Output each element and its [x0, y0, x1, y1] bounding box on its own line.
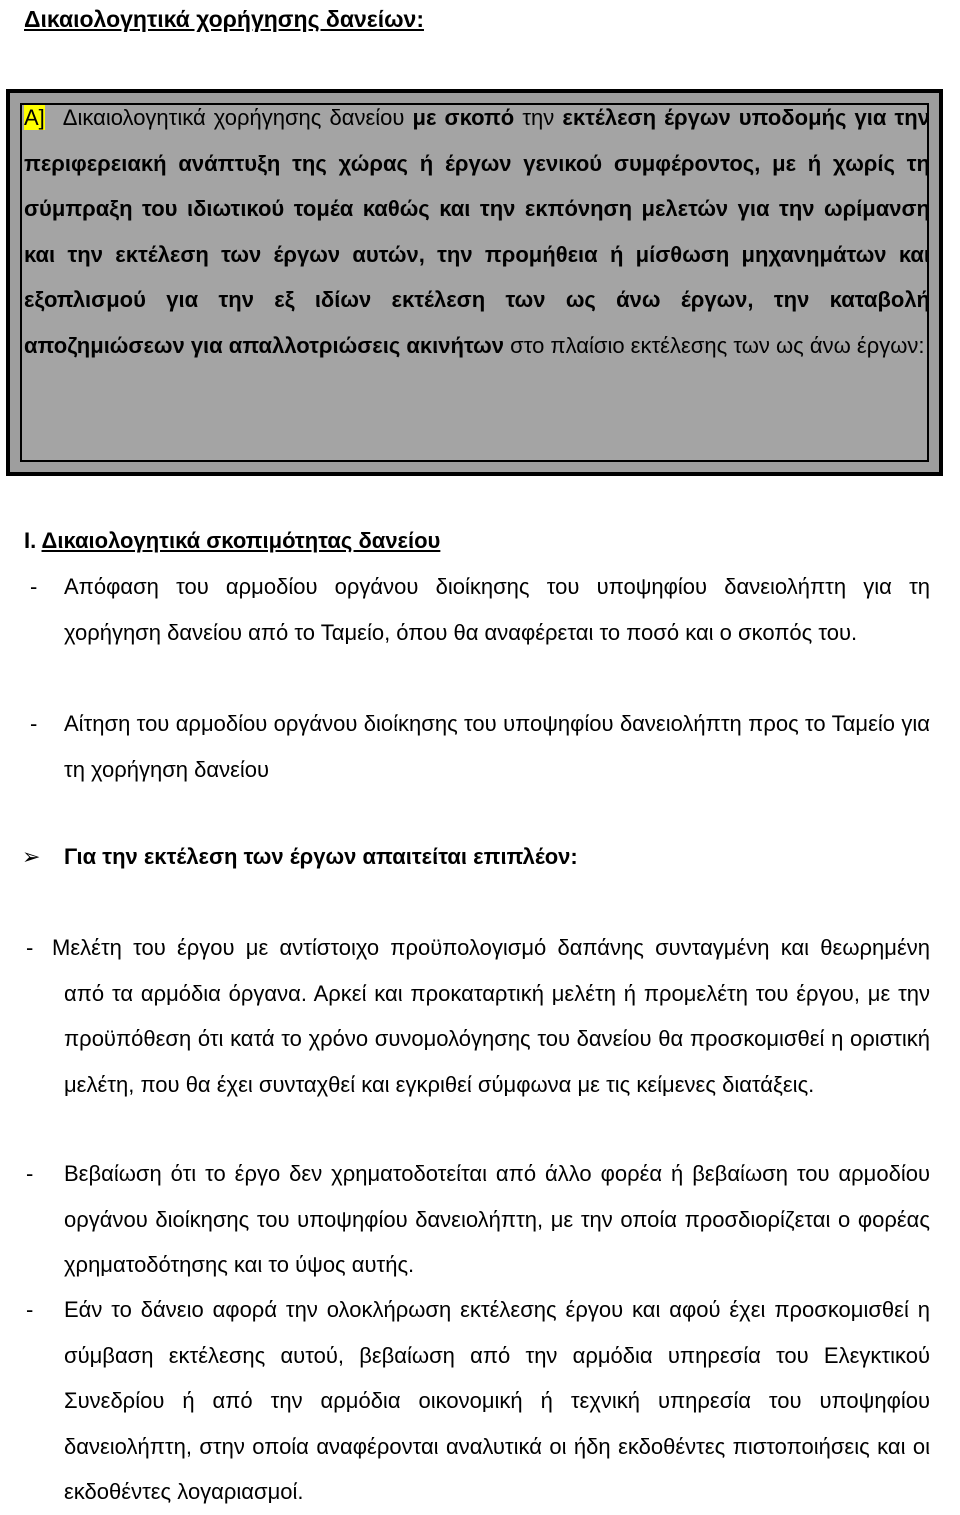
list-dash: - — [26, 1297, 34, 1322]
section-1-title: Δικαιολογητικά σκοπιμότητας δανείου — [41, 528, 441, 553]
arrow-bullet-icon: ➢ — [22, 844, 41, 869]
list-dash: - — [26, 1161, 34, 1186]
list-item: Απόφαση του αρμοδίου οργάνου διοίκησης του υποψηφίου δανειολήπτη για τη χορήγηση δανείου από το Ταμείο, όπου θα αναφέρεται το ποσό και ο σκοπός του. — [64, 574, 930, 645]
section-1-heading — [24, 526, 440, 556]
list-dash: - — [30, 711, 38, 736]
section-label-a: Α] — [24, 105, 45, 130]
section-1-number: Ι. — [24, 528, 42, 553]
list-item: Εάν το δάνειο αφορά την ολοκλήρωση εκτέλεσης έργου και αφού έχει προσκομισθεί η σύμβαση εκτέλεσης αυτού, βεβαίωση από την αρμόδια υπηρεσία του Ελεγκτικού Συνεδρίου ή από την αρμόδια οικονομική ή τεχνική υπηρεσία του υποψηφίου δανειολήπτη, στην οποία αναφέρονται αναλυτικά οι ήδη εκδοθέντες πιστοποιήσεις και οι εκδοθέντες λογαριασμοί. — [64, 1297, 930, 1504]
list-item: Βεβαίωση ότι το έργο δεν χρηματοδοτείται από άλλο φορέα ή βεβαίωση του αρμοδίου οργάνου διοίκησης του υποψηφίου δανειολήπτη, με την οποία προσδιορίζεται ο φορέας χρηματοδότησης και το ύψος αυτής. — [64, 1161, 930, 1277]
box-text-3: στο πλαίσιο εκτέλεσης των ως άνω έργων: — [504, 332, 925, 358]
box-bold-1: με σκοπό — [412, 105, 515, 130]
list-dash: - — [30, 574, 38, 599]
list-item: Μελέτη του έργου με αντίστοιχο προϋπολογισμό δαπάνης συνταγμένη και θεωρημένη από τα αρμόδια όργανα. Αρκεί και προκαταρτική μελέτη ή προμελέτη του έργου, με την προϋπόθεση ότι κατά το χρόνο συνομολόγησης του δανείου θα προσκομισθεί η οριστική μελέτη, που θα έχει συνταχθεί και εγκριθεί σύμφωνα με τις κείμενες διατάξεις. — [52, 935, 930, 1097]
document-title: Δικαιολογητικά χορήγησης δανείων: — [24, 6, 424, 32]
list-item: Αίτηση του αρμοδίου οργάνου διοίκησης του υποψηφίου δανειολήπτη προς το Ταμείο για τη χορήγηση δανείου — [64, 711, 930, 782]
highlight-box-text — [24, 95, 930, 368]
section-2-heading: Για την εκτέλεση των έργων απαιτείται επιπλέον: — [64, 844, 578, 869]
list-dash: - — [26, 935, 34, 960]
box-text-1: Δικαιολογητικά χορήγησης δανείου — [62, 105, 413, 130]
box-text-2: την — [514, 105, 563, 130]
box-bold-2: εκτέλεση έργων υποδομής για την περιφερειακή ανάπτυξη της χώρας ή έργων γενικού συμφέροντος, με ή χωρίς τη σύμπραξη του ιδιωτικού τομέα καθώς και την εκπόνηση μελετών για την ωρίμανση και την εκτέλεση των έργων αυτών, την προμήθεια ή μίσθωση μηχανημάτων και εξοπλισμού για την εξ ιδίων εκτέλεση των ως άνω έργων, την καταβολή αποζημιώσεων για απαλλοτριώσεις ακινήτων — [24, 105, 930, 358]
